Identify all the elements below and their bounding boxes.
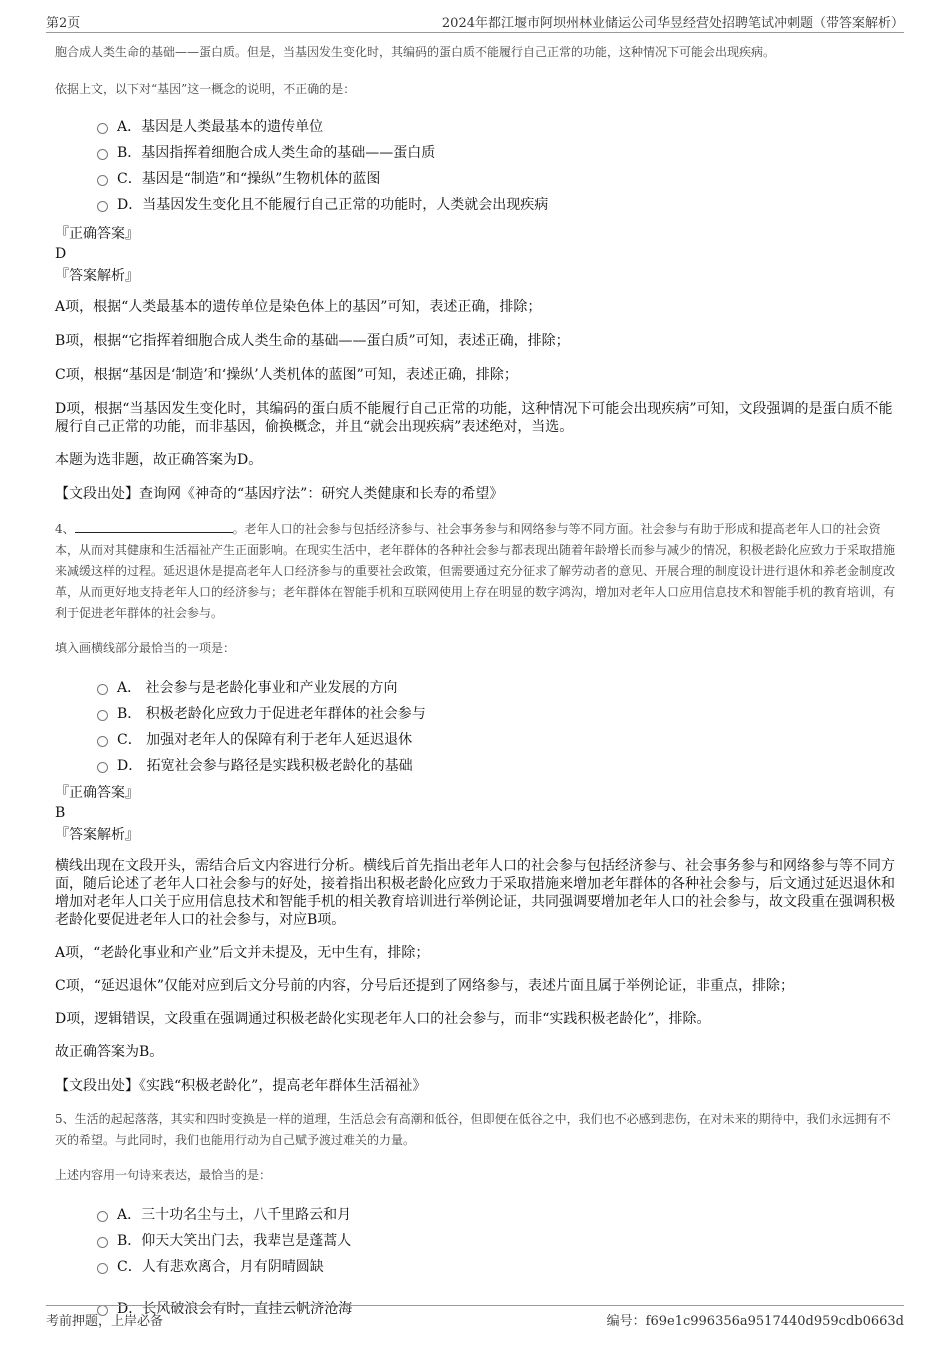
q4-option-c[interactable] [97, 727, 895, 753]
q3-option-c[interactable] [97, 166, 895, 192]
option-label: D．长风破浪会有时，直挂云帆济沧海 [117, 1301, 353, 1317]
footer-slogan: 考前押题，上岸必备 [46, 1314, 164, 1329]
q5-option-a[interactable] [97, 1202, 895, 1228]
q4-analysis-main: 横线出现在文段开头，需结合后文内容进行分析。横线后首先指出老年人口的社会参与包括经济参与、社会事务参与和网络参与等不同方面，随后论述了老年人口社会参与的好处，接着指出积极老龄化应致力于采取措施来增加老年群体的各种社会参与，后文通过延迟退休和增加对老年人口关于应用信息技术和智能手机的相关教育培训进行举例论证，共同强调要增加老年人口的社会参与，故文段重在强调积极老龄化要促进老年人口的社会参与，对应B项。 [55, 858, 895, 928]
q5-prompt: 上述内容用一句诗来表达，最恰当的是： [55, 1168, 272, 1182]
radio-icon[interactable] [97, 149, 108, 160]
radio-icon[interactable] [97, 684, 108, 695]
q4-option-a[interactable] [97, 675, 895, 701]
q5-option-b[interactable] [97, 1228, 895, 1254]
q3-conclusion: 本题为选非题，故正确答案为D。 [55, 452, 263, 468]
q3-option-a[interactable] [97, 114, 895, 140]
option-label: C．基因是“制造”和“操纵”生物机体的蓝图 [117, 171, 381, 187]
q4-option-b[interactable] [97, 701, 895, 727]
q3-answer: D [55, 246, 67, 262]
q4-prompt: 填入画横线部分最恰当的一项是： [55, 641, 236, 655]
q3-option-d[interactable] [97, 192, 895, 218]
option-label: B．基因指挥着细胞合成人类生命的基础——蛋白质 [117, 145, 436, 161]
q4-analysis-c: C项，“延迟退休”仅能对应到后文分号前的内容，分号后还提到了网络参与，表述片面且属于举例论证，非重点，排除； [55, 978, 795, 994]
radio-icon[interactable] [97, 762, 108, 773]
q3-options [97, 114, 895, 218]
q3-option-b[interactable] [97, 140, 895, 166]
radio-icon[interactable] [97, 710, 108, 721]
q3-passage-end: 胞合成人类生命的基础——蛋白质。但是，当基因发生变化时，其编码的蛋白质不能履行自己正常的功能，这种情况下可能会出现疾病。 [55, 45, 776, 59]
q4-analysis-a: A项，“老龄化事业和产业”后文并未提及，无中生有，排除； [55, 945, 430, 961]
q4-answer: B [55, 805, 66, 821]
q4-passage [55, 519, 895, 624]
radio-icon[interactable] [97, 1211, 108, 1222]
document-title: 2024年都江堰市阿坝州林业储运公司华昱经营处招聘笔试冲刺题（带答案解析） [441, 16, 904, 31]
q5-option-c[interactable] [97, 1254, 895, 1280]
page-header [46, 12, 904, 33]
option-label: A． 社会参与是老龄化事业和产业发展的方向 [117, 680, 398, 696]
option-label: C．人有悲欢离合，月有阴晴圆缺 [117, 1259, 324, 1275]
q4-number: 4、 [55, 522, 75, 536]
q4-analysis-label: 『答案解析』 [55, 827, 139, 843]
q4-option-d[interactable] [97, 753, 895, 779]
radio-icon[interactable] [97, 123, 108, 134]
page-number: 第2页 [46, 16, 81, 31]
q5-passage: 5、生活的起起落落，其实和四时变换是一样的道理，生活总会有高潮和低谷，但即便在低谷之中，我们也不必感到悲伤，在对未来的期待中，我们永远拥有不灭的希望。与此同时，我们也能用行动为自己赋予渡过难关的力量。 [55, 1112, 891, 1147]
option-label: B．仰天大笑出门去，我辈岂是蓬蒿人 [117, 1233, 352, 1249]
q4-answer-label: 『正确答案』 [55, 785, 139, 801]
q3-prompt: 依据上文，以下对“基因”这一概念的说明，不正确的是： [55, 82, 356, 96]
q4-conclusion: 故正确答案为B。 [55, 1044, 164, 1060]
option-label: D． 拓宽社会参与路径是实践积极老龄化的基础 [117, 758, 413, 774]
radio-icon[interactable] [97, 1263, 108, 1274]
page-content [55, 38, 895, 1322]
option-label: C． 加强对老年人的保障有利于老年人延迟退休 [117, 732, 413, 748]
radio-icon[interactable] [97, 201, 108, 212]
q3-analysis-c: C项，根据“基因是‘制造’和‘操纵’人类机体的蓝图”可知，表述正确，排除； [55, 367, 518, 383]
option-label: A．基因是人类最基本的遗传单位 [117, 119, 324, 135]
page-footer [46, 1305, 904, 1329]
q4-source: 【文段出处】《实践“积极老龄化”，提高老年群体生活福祉》 [55, 1078, 427, 1094]
option-label: D．当基因发生变化且不能履行自己正常的功能时，人类就会出现疾病 [117, 197, 549, 213]
q5-options [97, 1202, 895, 1322]
q3-analysis-a: A项，根据“人类最基本的遗传单位是染色体上的基因”可知，表述正确，排除； [55, 299, 542, 315]
q4-passage-text: 。老年人口的社会参与包括经济参与、社会事务参与和网络参与等不同方面。社会参与有助于形成和提高老年人口的社会资本，从而对其健康和生活福祉产生正面影响。在现实生活中，老年群体的各种社会参与都表现出随着年龄增长而参与减少的情况，积极老龄化应致力于采取措施来减缓这样的过程。延迟退休是提高老年人口经济参与的重要社会政策，但需要通过充分征求了解劳动者的意见、开展合理的制度设计进行退休和养老金制度改革，从而更好地支持老年人口的经济参与；老年群体在智能手机和互联网使用上存在明显的数字鸿沟，增加对老年人口应用信息技术和智能手机的教育培训，有利于促进老年群体的社会参与。 [55, 522, 896, 620]
radio-icon[interactable] [97, 1237, 108, 1248]
option-label: A．三十功名尘与土，八千里路云和月 [117, 1207, 352, 1223]
q3-analysis-b: B项，根据“它指挥着细胞合成人类生命的基础——蛋白质”可知，表述正确，排除； [55, 333, 570, 349]
q4-options [97, 675, 895, 779]
radio-icon[interactable] [97, 175, 108, 186]
q3-source: 【文段出处】查询网《神奇的“基因疗法”：研究人类健康和长寿的希望》 [55, 486, 504, 502]
document-id: 编号：f69e1c996356a9517440d959cdb0663d [606, 1314, 904, 1329]
q4-blank [75, 520, 233, 533]
q3-analysis-label: 『答案解析』 [55, 268, 139, 284]
q3-analysis-d: D项，根据“当基因发生变化时，其编码的蛋白质不能履行自己正常的功能，这种情况下可能会出现疾病”可知，文段强调的是蛋白质不能履行自己正常的功能，而非基因，偷换概念，并且“就会出现疾病”表述绝对，当选。 [55, 401, 893, 435]
q4-analysis-d: D项，逻辑错误，文段重在强调通过积极老龄化实现老年人口的社会参与，而非“实践积极老龄化”，排除。 [55, 1011, 711, 1027]
q3-answer-label: 『正确答案』 [55, 226, 139, 242]
radio-icon[interactable] [97, 736, 108, 747]
option-label: B． 积极老龄化应致力于促进老年群体的社会参与 [117, 706, 426, 722]
